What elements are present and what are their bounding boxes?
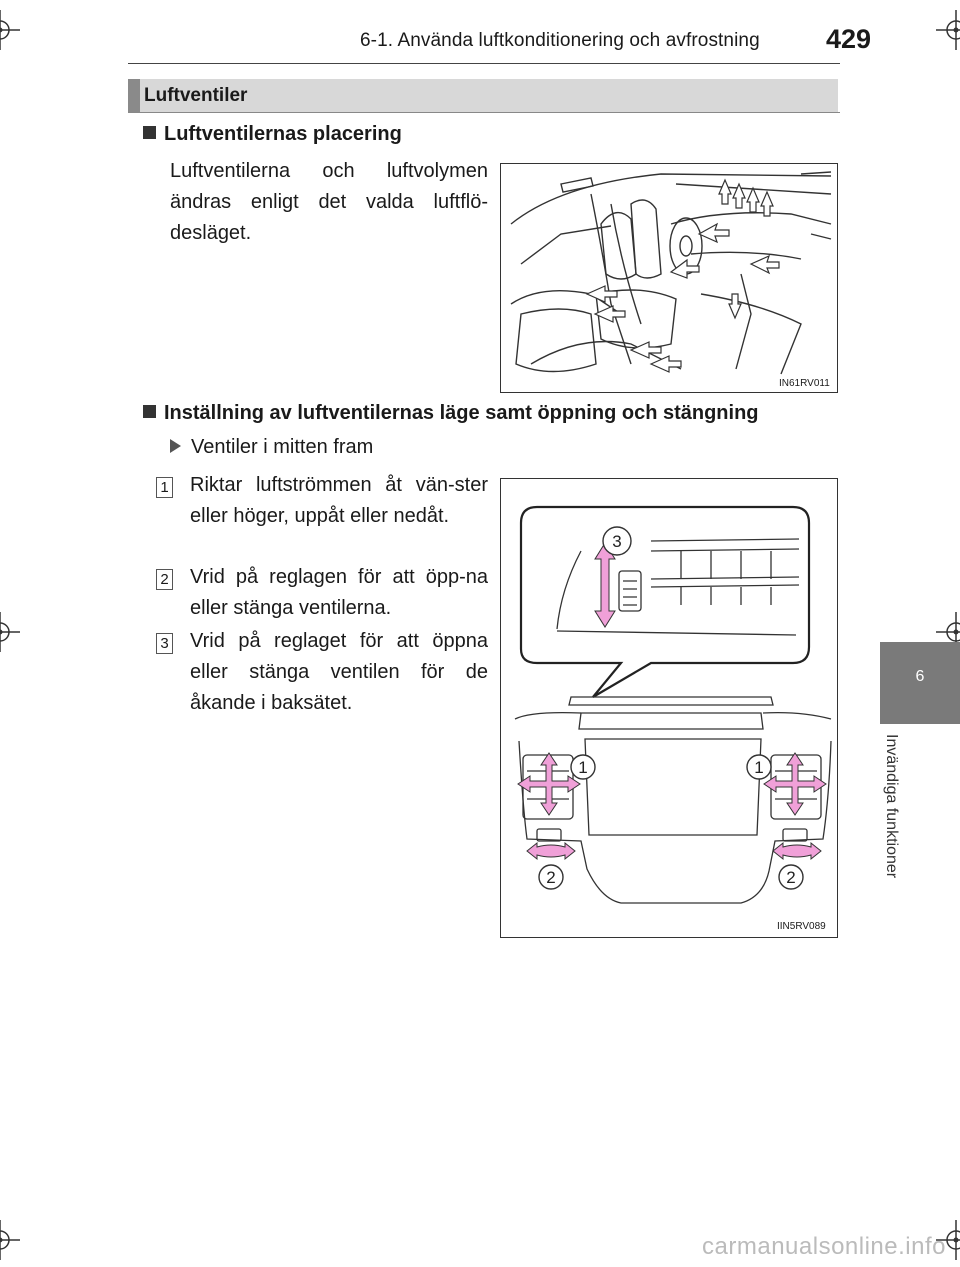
figure-id: IIN5RV089 — [777, 921, 826, 932]
air-vent-placement-figure — [500, 163, 838, 393]
section-title-bar — [128, 79, 838, 112]
step-text: Vrid på reglaget för att öppna eller stänga ventilen för de åkande i baksätet. — [190, 630, 488, 714]
placement-heading-text: Luftventilernas placering — [164, 123, 402, 145]
center-vent-figure — [500, 478, 838, 938]
callout-label: 1 — [578, 758, 588, 777]
registration-mark-icon — [0, 612, 20, 652]
chapter-tab — [880, 642, 960, 724]
step-text: Vrid på reglagen för att öpp-na eller stänga ventilerna. — [190, 566, 488, 619]
callout-label: 1 — [754, 758, 764, 777]
page-number: 429 — [826, 24, 872, 54]
section-title: Luftventiler — [144, 85, 248, 106]
header-rule — [128, 63, 840, 64]
callout-label: 2 — [786, 868, 796, 887]
callout-label: 3 — [612, 532, 622, 551]
registration-mark-icon — [936, 10, 960, 50]
square-bullet-icon — [143, 405, 156, 418]
subheading — [170, 436, 373, 459]
chapter-title-vertical — [874, 734, 914, 924]
running-header: 6-1. Använda luftkonditionering och avfrostning — [360, 30, 760, 51]
step-number: 1 — [156, 477, 173, 498]
adjustment-heading-text: Inställning av luftventilernas läge samt öppning och stängning — [164, 402, 759, 424]
step-text: Riktar luftströmmen åt vän-ster eller höger, uppåt eller nedåt. — [190, 474, 488, 527]
chapter-number: 6 — [915, 668, 925, 685]
chapter-title: Invändiga funktioner — [883, 734, 900, 879]
figure-id: IN61RV011 — [779, 378, 830, 389]
registration-mark-icon — [0, 10, 20, 50]
section-accent — [128, 79, 140, 112]
square-bullet-icon — [143, 126, 156, 139]
triangle-bullet-icon — [170, 439, 181, 453]
watermark: carmanualsonline.info — [702, 1233, 946, 1260]
vent-controls-illustration — [501, 479, 837, 937]
registration-mark-icon — [0, 1220, 20, 1260]
subheading-text: Ventiler i mitten fram — [191, 436, 374, 458]
placement-heading — [143, 123, 402, 146]
callout-label: 2 — [546, 868, 556, 887]
step-number: 3 — [156, 633, 173, 654]
car-interior-illustration — [501, 164, 837, 392]
adjustment-heading — [143, 402, 759, 425]
step-number: 2 — [156, 569, 173, 590]
placement-text: Luftventilerna och luftvolymen ändras enligt det valda luftflö-desläget. — [170, 160, 488, 244]
section-rule — [128, 112, 840, 113]
